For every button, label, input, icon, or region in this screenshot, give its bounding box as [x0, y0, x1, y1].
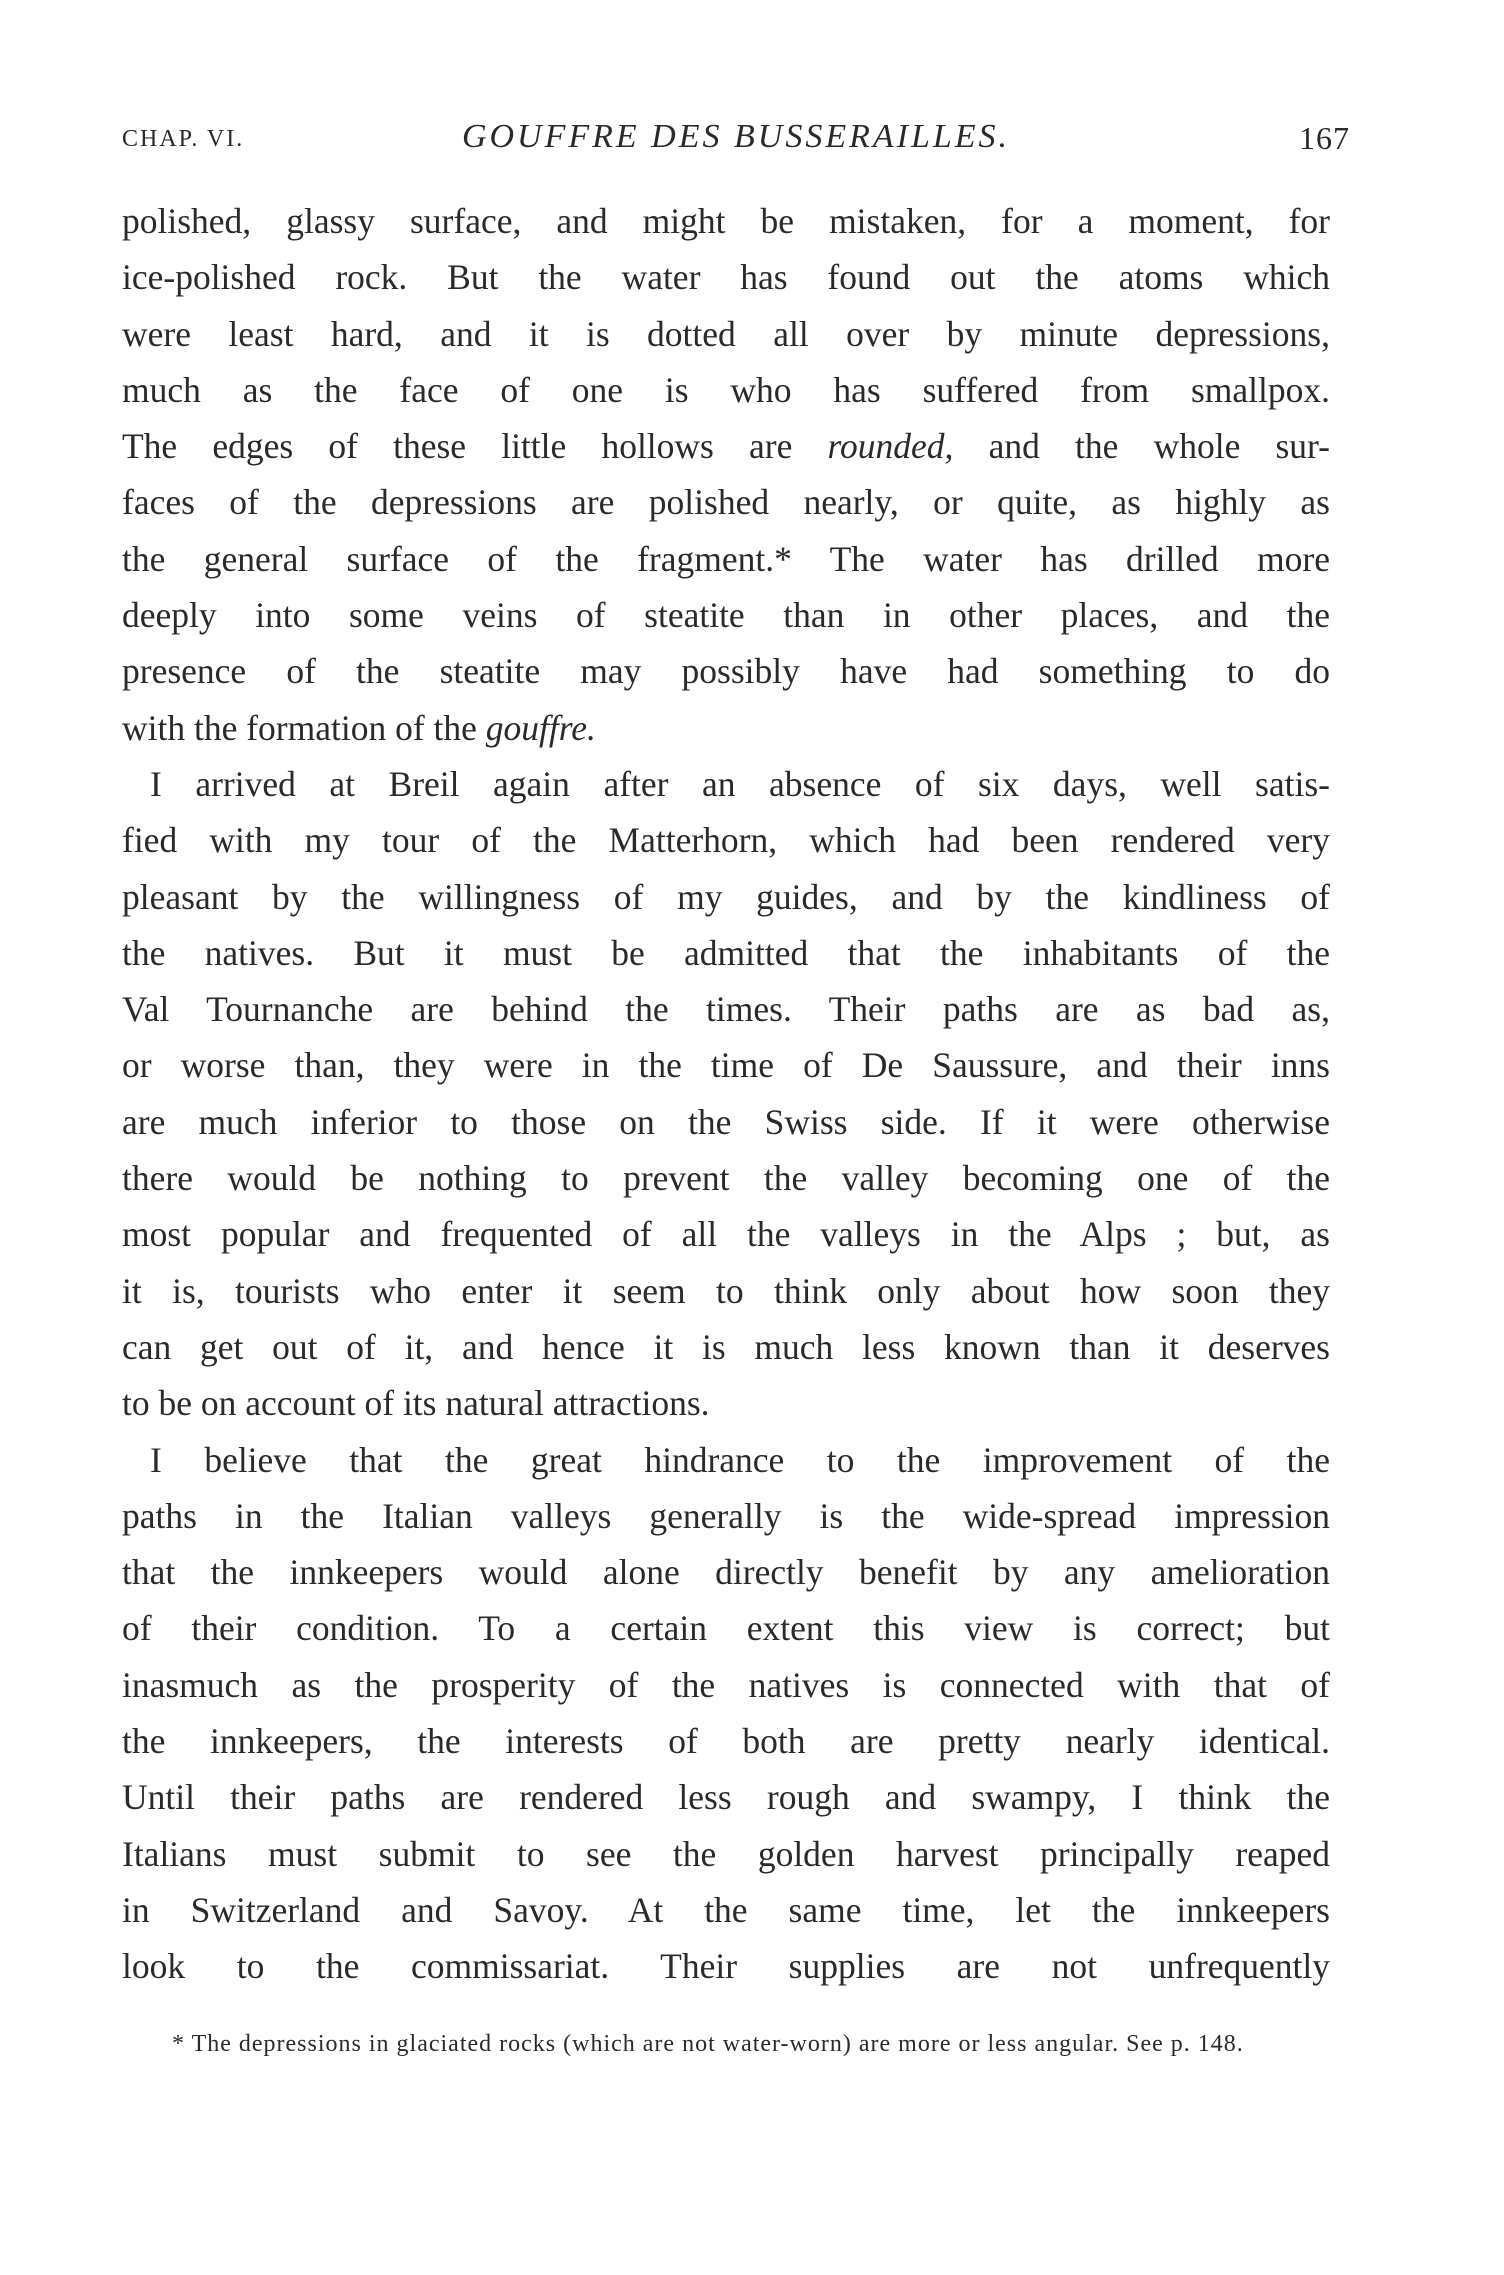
text-line: in Switzerland and Savoy. At the same time, let the innkeepers — [122, 1889, 1330, 1930]
text-line: Val Tournanche are behind the times. Their paths are as bad as, — [122, 989, 1330, 1030]
text-line — [122, 700, 1330, 756]
paragraph-1 — [122, 193, 1330, 756]
text-line: the innkeepers, the interests of both are pretty nearly identical. — [122, 1721, 1330, 1762]
text-line: pleasant by the willingness of my guides, and by the kindliness of — [122, 876, 1330, 917]
text-line: the natives. But it must be admitted that the inhabitants of the — [122, 932, 1330, 973]
text-line: I arrived at Breil again after an absence of six days, well satis- — [150, 763, 1330, 804]
text-line: were least hard, and it is dotted all over by minute depressions, — [122, 313, 1330, 354]
text-line: it is, tourists who enter it seem to think only about how soon they — [122, 1270, 1330, 1311]
text-line: of their condition. To a certain extent this view is correct; but — [122, 1608, 1330, 1649]
running-head — [122, 118, 1350, 166]
running-title: GOUFFRE DES BUSSERAILLES. — [461, 118, 1011, 155]
paragraph-3 — [122, 1432, 1330, 1995]
text-line: ice-polished rock. But the water has found out the atoms which — [122, 257, 1330, 298]
text-run: The edges of these little hollows are — [122, 426, 828, 467]
text-run: with the formation of the — [122, 707, 486, 748]
text-line: that the innkeepers would alone directly benefit by any amelioration — [122, 1552, 1330, 1593]
text-line: polished, glassy surface, and might be mistaken, for a moment, for — [122, 201, 1330, 241]
text-line: are much inferior to those on the Swiss side. If it were otherwise — [122, 1101, 1330, 1142]
text-line: most popular and frequented of all the valleys in the Alps ; but, as — [122, 1214, 1330, 1255]
text-line: or worse than, they were in the time of De Saussure, and their inns — [122, 1045, 1330, 1086]
footnote — [122, 2023, 1330, 2066]
text-line: Until their paths are rendered less rough and swampy, I think the — [122, 1777, 1330, 1818]
text-line: look to the commissariat. Their supplies are not unfrequently — [122, 1946, 1330, 1987]
text-line: fied with my tour of the Matterhorn, which had been rendered very — [122, 820, 1330, 861]
text-line: I believe that the great hindrance to the improvement of the — [150, 1439, 1330, 1480]
text-line: the general surface of the fragment.* The water has drilled more — [122, 538, 1330, 579]
chapter-label: CHAP. VI. — [122, 126, 245, 152]
text-line: much as the face of one is who has suffered from smallpox. — [122, 369, 1330, 410]
text-line: inasmuch as the prosperity of the natives is connected with that of — [122, 1664, 1330, 1705]
text-line: paths in the Italian valleys generally is the wide-spread impression — [122, 1495, 1330, 1536]
text-line: there would be nothing to prevent the valley becoming one of the — [122, 1158, 1330, 1199]
italic-word: rounded, — [827, 426, 954, 467]
page-number: 167 — [1299, 120, 1350, 156]
paragraph-2 — [122, 756, 1330, 1432]
footnote-text: * The depressions in glaciated rocks (which are not water-worn) are more or less angular. See p. 148. — [172, 2031, 1244, 2057]
text-line: faces of the depressions are polished nearly, or quite, as highly as — [122, 482, 1330, 523]
text-line — [122, 418, 1330, 474]
text-line: to be on account of its natural attractions. — [122, 1383, 710, 1424]
text-line: deeply into some veins of steatite than in other places, and the — [122, 595, 1330, 636]
body-text — [122, 193, 1330, 1995]
text-line: can get out of it, and hence it is much less known than it deserves — [122, 1326, 1330, 1367]
text-line: presence of the steatite may possibly have had something to do — [122, 651, 1330, 692]
text-run: and the whole sur- — [953, 426, 1330, 467]
italic-word: gouffre. — [485, 707, 596, 748]
text-line: Italians must submit to see the golden harvest principally reaped — [122, 1833, 1330, 1874]
